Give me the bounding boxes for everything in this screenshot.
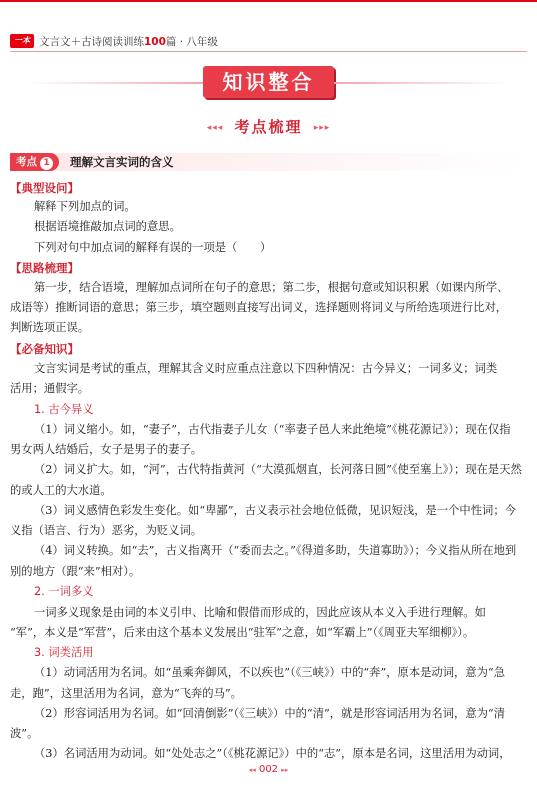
part3-line-1: （1）动词活用为名词。如“虽乘奔御风，不以疾也”（《三峡》）中的“奔”，原本是动词，意为“急 (34, 666, 505, 679)
thinking-line-1: 第一步，结合语境，理解加点词所在句子的意思；第二步，根据句意或知识积累（如课内所学、 (34, 281, 509, 294)
section-title: 考点梳理 (234, 118, 303, 136)
typical-question-3: 下列对句中加点词的解释有误的一项是（ ） (34, 241, 272, 254)
thinking-line-3: 判断选项正误。 (10, 321, 90, 334)
running-header (10, 34, 218, 48)
label-thinking: 【思路梳理】 (10, 261, 79, 275)
part1-line-3: （2）词义扩大。如，“河”，古代特指黄河（“大漠孤烟直，长河落日圆”《使至塞上》）；现在是天然 (34, 463, 522, 476)
page-number: 002 (258, 764, 279, 775)
banner-title: 知识整合 (203, 66, 334, 98)
part2-line-1: 一词多义现象是由词的本义引申、比喻和假借而形成的，因此应该从本义入手进行理解。如 (34, 606, 486, 619)
part1-line-7: （4）词义转换。如“去”，古义指离开（“委而去之。”《得道多助，失道寡助》）；今义指从所在地到 (34, 544, 517, 557)
footer-arrows-right-icon: ▸▸ (281, 766, 289, 774)
part2-heading: 2. 一词多义 (34, 585, 94, 598)
part3-line-2: 走，跑”，这里活用为名词，意为“飞奔的马”。 (10, 687, 242, 700)
part3-heading: 3. 词类活用 (34, 646, 94, 659)
part3-line-4: 波”。 (10, 727, 39, 740)
kaodian-number: 1 (40, 157, 53, 170)
book-title (39, 34, 218, 49)
knowledge-intro-2: 活用；通假字。 (10, 382, 90, 395)
arrows-left-icon: ◂◂◂ (206, 123, 224, 133)
series-badge: 一本 (10, 34, 34, 48)
part1-line-1: （1）词义缩小。如，“妻子”，古代指妻子儿女（“率妻子邑人来此绝境”《桃花源记》）；现在仅指 (34, 423, 511, 436)
book-title-suffix: 篇 · 八年级 (165, 35, 218, 48)
page-footer (0, 764, 537, 775)
book-title-count: 100 (144, 35, 166, 48)
banner-line-left (28, 82, 203, 84)
knowledge-intro-1: 文言实词是考试的重点，理解其含义时应重点注意以下四种情况：古今异义；一词多义；词类 (34, 362, 498, 375)
part3-line-3: （2）形容词活用为名词。如“回清倒影”（《三峡》）中的“清”，就是形容词活用为名词，意为“清 (34, 707, 505, 720)
part1-line-5: （3）词义感情色彩发生变化。如“卑鄙”，古义表示社会地位低微，见识短浅，是一个中性词；今 (34, 504, 516, 517)
part1-line-8: 别的地方（跟“来”相对）。 (10, 565, 141, 578)
kaodian-title: 理解文言实词的含义 (70, 155, 174, 169)
top-accent-bar (0, 0, 537, 2)
typical-question-1: 解释下列加点的词。 (34, 200, 136, 213)
book-title-prefix: 文言文＋古诗阅读训练 (39, 35, 144, 48)
arrows-right-icon: ▸▸▸ (313, 123, 331, 133)
part2-line-2: “军”，本义是“军营”，后来由这个基本义发展出“驻军”之意，如“军霸上”（《周亚夫军细柳》）。 (10, 626, 475, 639)
part1-line-4: 的或人工的大水道。 (10, 484, 112, 497)
footer-arrows-left-icon: ◂◂ (248, 766, 256, 774)
section-heading (0, 116, 537, 138)
part1-line-2: 男女两人结婚后，女子是男子的妻子。 (10, 443, 203, 456)
kaodian-tag-label: 考点 (16, 156, 37, 168)
kaodian-tag (10, 153, 59, 171)
label-typical-questions: 【典型设问】 (10, 181, 79, 195)
thinking-line-2: 成语等）推断词语的意思；第三步，填空题则直接写出词义，选择题则将词义与所给选项进行比对， (10, 301, 508, 314)
chapter-banner (0, 62, 537, 102)
part1-line-6: 义指（语言、行为）恶劣，为贬义词。 (10, 524, 203, 537)
part1-heading: 1. 古今异义 (34, 403, 94, 416)
part3-line-5: （3）名词活用为动词。如“处处志之”（《桃花源记》）中的“志”，原本是名词，这里活用为动词， (34, 747, 511, 760)
label-knowledge: 【必备知识】 (10, 342, 79, 356)
header-rule (10, 51, 527, 52)
kaodian-heading (10, 153, 527, 171)
banner-line-right (334, 82, 509, 84)
typical-question-2: 根据语境推敲加点词的意思。 (34, 220, 181, 233)
